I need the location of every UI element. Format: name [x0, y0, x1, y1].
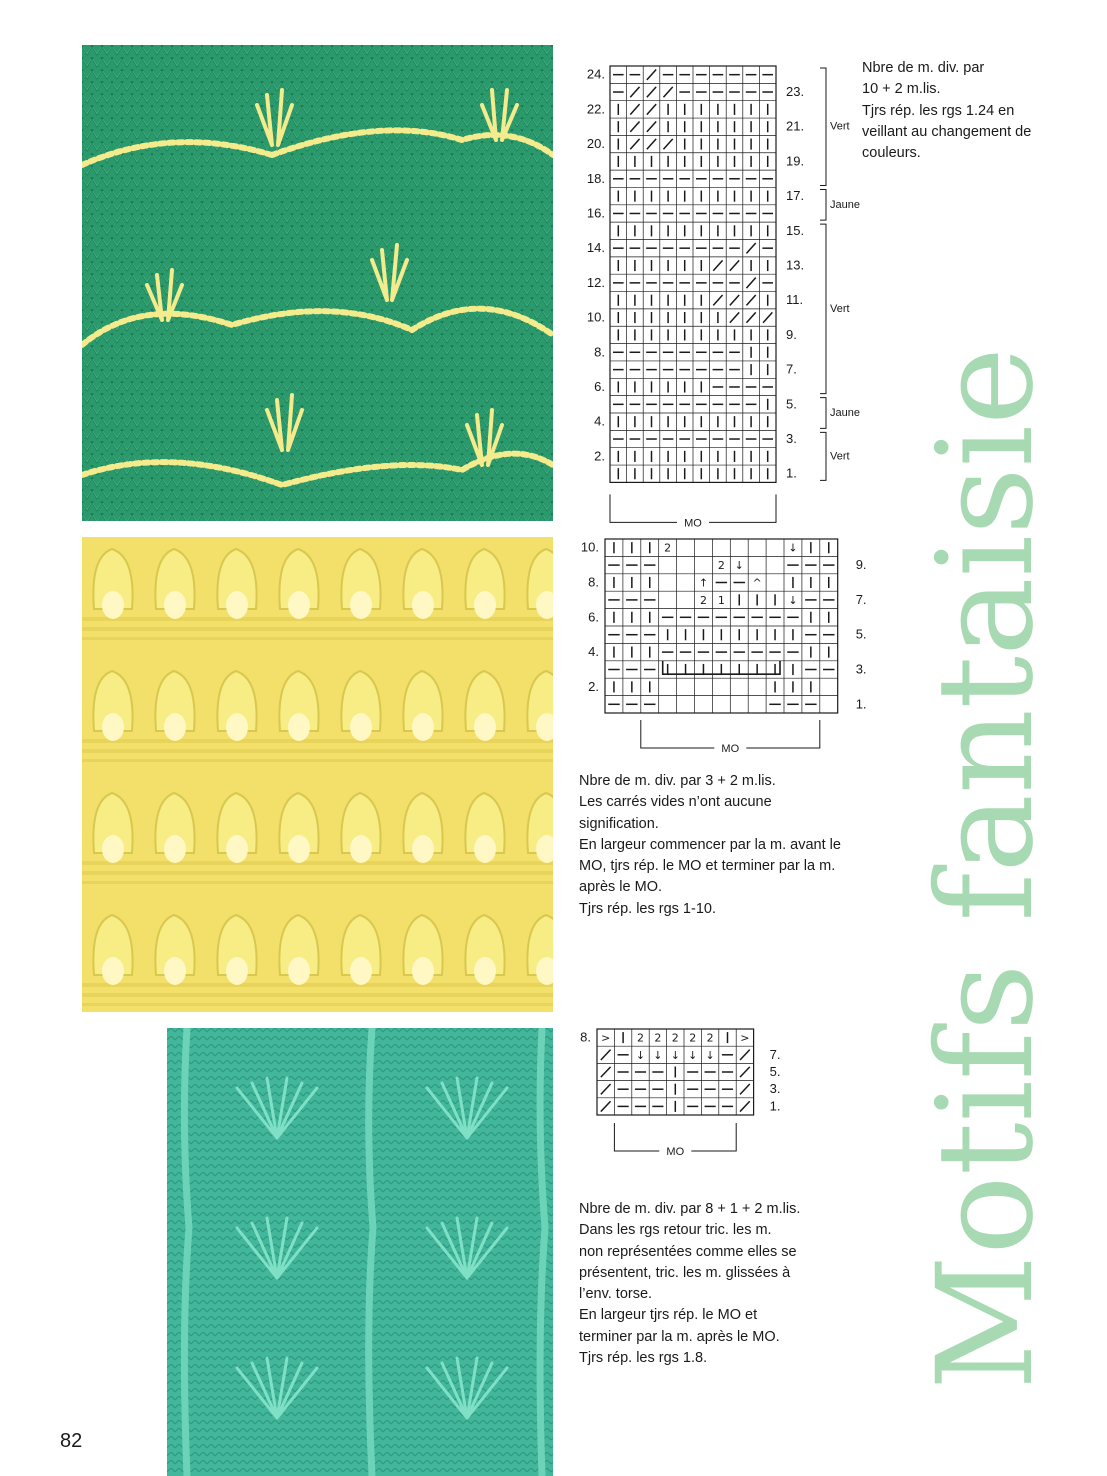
row-number-label: 22. — [586, 101, 605, 117]
note-line: non représentées comme elles se — [579, 1243, 797, 1260]
chart-3-notes — [579, 1199, 800, 1369]
symbol-stitch: 2 — [654, 1031, 662, 1045]
swatch-photo-yellow — [82, 537, 553, 1012]
row-number-label: 2. — [594, 448, 605, 464]
row-number-label: 16. — [586, 205, 605, 221]
symbol-stitch: > — [740, 1031, 750, 1045]
symbol-stitch: ↓ — [788, 593, 798, 607]
colour-band-bracket — [820, 68, 826, 185]
symbol-stitch: ↑ — [698, 576, 709, 590]
symbol-stitch: ↓ — [705, 1048, 715, 1062]
row-number-label: 11. — [786, 292, 804, 308]
symbol-stitch: ↓ — [635, 1048, 646, 1062]
chart-2-notes — [579, 771, 841, 920]
colour-band-bracket — [820, 398, 826, 429]
symbol-stitch: 2 — [689, 1031, 697, 1045]
note-line: Nbre de m. div. par 3 + 2 m.lis. — [579, 773, 776, 789]
note-line: terminer par la m. après le MO. — [579, 1328, 780, 1345]
symbol-stitch: ↓ — [788, 541, 798, 555]
row-number-label: 3. — [786, 431, 797, 447]
symbol-stitch: 2 — [699, 593, 707, 607]
symbol-stitch: 2 — [664, 541, 672, 555]
note-line: Tjrs rép. les rgs 1.8. — [579, 1350, 708, 1367]
swatch-photo-teal — [167, 1028, 553, 1476]
colour-label: Vert — [830, 120, 850, 133]
row-number-label: 15. — [786, 222, 805, 238]
note-line: l’env. torse. — [579, 1286, 653, 1303]
note-line: En largeur tjrs rép. le MO et — [579, 1307, 758, 1324]
note-line: Tjrs rép. les rgs 1-10. — [579, 900, 716, 917]
row-number-label: 24. — [586, 66, 605, 82]
note-line: En largeur commencer par la m. avant le — [579, 836, 841, 853]
row-number-label: 14. — [586, 240, 605, 256]
symbol-stitch: 2 — [637, 1031, 644, 1045]
row-number-label: 21. — [786, 118, 805, 134]
note-line: Nbre de m. div. par 8 + 1 + 2 m.lis. — [579, 1201, 801, 1217]
colour-label: Vert — [830, 302, 850, 315]
row-number-label: 18. — [586, 170, 605, 186]
colour-label: Vert — [830, 450, 850, 463]
row-number-label: 3. — [855, 661, 867, 677]
symbol-stitch: 1 — [717, 593, 725, 607]
swatch-photo-green-yellow — [82, 45, 553, 521]
note-line: couleurs. — [862, 145, 921, 162]
row-number-label: 17. — [786, 188, 805, 204]
symbol-stitch: 2 — [717, 559, 725, 573]
row-number-label: 1. — [855, 696, 867, 712]
row-number-label: 4. — [594, 413, 605, 429]
note-line: MO, tjrs rép. le MO et terminer par la m. — [579, 858, 836, 875]
row-number-label: 1. — [786, 465, 797, 481]
colour-band-bracket — [820, 224, 826, 394]
row-number-label: 10. — [580, 539, 599, 555]
row-number-label: 10. — [586, 309, 605, 325]
row-number-label: 7. — [769, 1046, 781, 1062]
note-line: présentent, tric. les m. glissées à — [579, 1264, 791, 1281]
note-line: signification. — [579, 815, 659, 832]
page-title: Motifs fantaisie — [909, 346, 1063, 1390]
row-number-label: 2. — [588, 678, 599, 694]
note-line: Les carrés vides n’ont aucune — [579, 794, 772, 811]
knitting-chart-2 — [575, 535, 885, 760]
symbol-stitch: ↓ — [653, 1048, 663, 1062]
knitting-chart-1 — [575, 60, 860, 530]
note-line: Nbre de m. div. par — [862, 60, 985, 76]
row-number-label: 5. — [855, 626, 867, 642]
note-line: Tjrs rép. les rgs 1.24 en — [862, 102, 1015, 119]
row-number-label: 8. — [588, 574, 599, 590]
row-number-label: 8. — [580, 1029, 591, 1045]
colour-label: Jaune — [830, 407, 860, 419]
mo-label: MO — [684, 517, 702, 530]
row-number-label: 6. — [594, 378, 605, 394]
row-number-label: 4. — [588, 644, 599, 660]
symbol-stitch: 2 — [706, 1031, 714, 1045]
symbol-stitch: ^ — [752, 576, 762, 590]
row-number-label: 7. — [855, 591, 867, 607]
note-line: veillant au changement de — [862, 123, 1032, 140]
row-number-label: 12. — [586, 274, 605, 290]
note-line: 10 + 2 m.lis. — [862, 81, 941, 98]
row-number-label: 20. — [586, 136, 605, 152]
colour-band-bracket — [820, 189, 826, 220]
row-number-label: 19. — [786, 153, 805, 169]
colour-label: Jaune — [830, 198, 860, 211]
mo-label: MO — [666, 1146, 685, 1158]
note-line: Dans les rgs retour tric. les m. — [579, 1222, 772, 1239]
symbol-stitch: 2 — [671, 1031, 679, 1045]
page-number: 82 — [60, 1430, 83, 1452]
row-number-label: 3. — [769, 1081, 781, 1097]
row-number-label: 9. — [855, 557, 867, 573]
row-number-label: 23. — [786, 84, 805, 100]
symbol-stitch: > — [601, 1031, 611, 1045]
row-number-label: 6. — [588, 609, 599, 625]
row-number-label: 5. — [786, 396, 797, 412]
row-number-label: 7. — [786, 361, 797, 377]
mo-label: MO — [721, 743, 740, 755]
row-number-label: 5. — [769, 1064, 781, 1079]
note-line: après le MO. — [579, 879, 662, 896]
row-number-label: 8. — [594, 344, 605, 360]
row-number-label: 9. — [786, 326, 797, 342]
symbol-stitch: ↓ — [688, 1048, 698, 1062]
symbol-stitch: ↓ — [670, 1048, 680, 1062]
colour-band-bracket — [820, 432, 826, 480]
chart-1-notes — [862, 58, 1031, 164]
symbol-stitch: ↓ — [734, 559, 744, 573]
row-number-label: 13. — [786, 257, 805, 273]
row-number-label: 1. — [769, 1098, 781, 1114]
knitting-chart-3 — [575, 1025, 795, 1165]
